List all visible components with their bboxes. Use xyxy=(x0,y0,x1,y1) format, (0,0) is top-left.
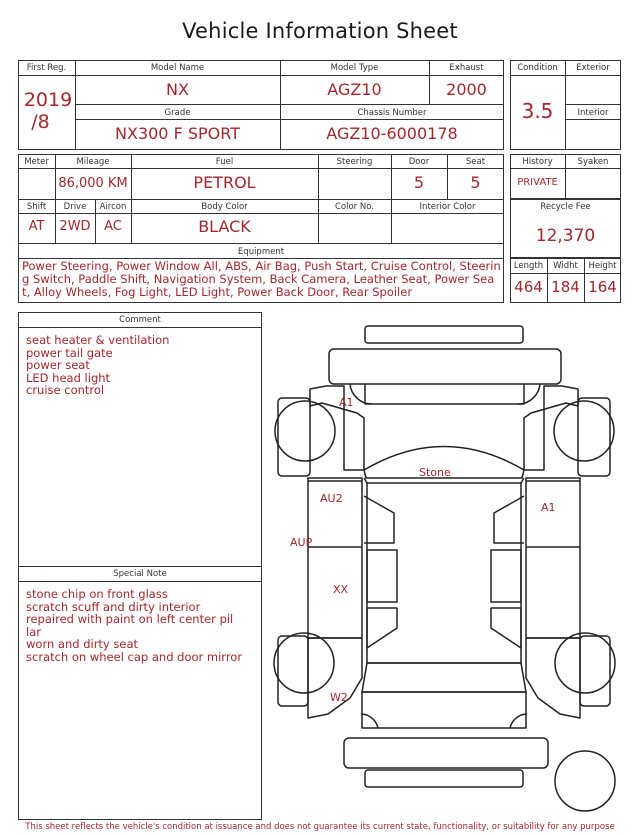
damage-mark-stone: Stone xyxy=(419,466,451,479)
quarter-window-left xyxy=(367,608,397,648)
comment-item: power seat xyxy=(26,358,90,373)
aircon-value: AC xyxy=(104,219,122,234)
hood xyxy=(365,384,524,404)
recycle-fee-label: Recycle Fee xyxy=(540,202,591,212)
syaken-label: Syaken xyxy=(577,157,609,167)
recycle-fee-value: 12,370 xyxy=(535,226,596,246)
mileage-label: Mileage xyxy=(76,157,110,167)
door-window-front-left xyxy=(364,496,394,543)
quarter-window-right xyxy=(491,608,521,648)
damage-mark-a1-right: A1 xyxy=(541,501,556,514)
disclaimer-footer: This sheet reflects the vehicle's condition at issuance and does not guarantee its current state, functionality, or suitability for any purpose xyxy=(25,822,615,832)
exterior-label: Exterior xyxy=(576,63,610,73)
comment-list xyxy=(26,334,256,397)
grade-label: Grade xyxy=(164,108,191,118)
comment-item: cruise control xyxy=(26,383,105,398)
equipment-label: Equipment xyxy=(237,247,285,257)
model-type-value: AGZ10 xyxy=(327,80,382,99)
exhaust-value: 2000 xyxy=(446,80,487,99)
wheel-housing-rear-left xyxy=(278,636,308,706)
spare-wheel xyxy=(555,751,615,811)
length-label: Length xyxy=(513,261,544,271)
length-value: 464 xyxy=(514,278,543,296)
comment-item: LED head light xyxy=(26,370,111,385)
chassis-number-value: AGZ10-6000178 xyxy=(326,124,458,143)
rear-bumper-lower xyxy=(365,770,523,787)
special-note-item: scratch on wheel cap and door mirror xyxy=(26,649,243,664)
special-note-list xyxy=(26,588,256,664)
steering-label: Steering xyxy=(336,157,373,167)
equipment-list: Power Steering, Power Window All, ABS, Air Bag, Push Start, Cruise Control, Steering Switch, Paddle Shift, Navigation System, Back Camera, Leather Seat, Power Seat, Alloy Wheels, Fog Light, LED Light, Power Back Door, Rear Spoiler xyxy=(22,259,501,299)
rear-fender-right xyxy=(526,638,580,718)
grade-value: NX300 F SPORT xyxy=(115,124,240,143)
special-note-item: worn and dirty seat xyxy=(26,637,139,652)
damage-mark-a1-front-left: A1 xyxy=(339,396,354,409)
door-window-rear-left xyxy=(367,550,397,602)
shift-value: AT xyxy=(28,219,45,234)
wheel-housing-front-left xyxy=(278,398,310,476)
special-note-item: stone chip on front glass xyxy=(26,587,168,601)
first-reg-label: First Reg. xyxy=(26,63,67,73)
width-label: Widht xyxy=(553,261,578,271)
damage-mark-xx: XX xyxy=(333,583,349,596)
first-reg-month: /8 xyxy=(31,111,50,133)
body-color-label: Body Color xyxy=(201,202,248,212)
width-value: 184 xyxy=(551,278,580,296)
special-note-item: repaired with paint on left center pil xyxy=(26,612,234,627)
damage-mark-w2: W2 xyxy=(330,691,348,704)
seat-value: 5 xyxy=(470,173,481,192)
body-color-value: BLACK xyxy=(198,217,251,236)
history-value: PRIVATE xyxy=(517,177,558,188)
rear-window xyxy=(362,663,526,692)
model-name-value: NX xyxy=(166,80,189,99)
front-bumper-upper xyxy=(365,326,523,343)
chassis-number-label: Chassis Number xyxy=(357,108,427,118)
rear-fender-left xyxy=(308,638,362,718)
special-note-label: Special Note xyxy=(113,569,167,579)
condition-label: Condition xyxy=(517,63,558,73)
wheel-rear-right xyxy=(555,633,615,693)
seat-label: Seat xyxy=(465,157,486,167)
door-value: 5 xyxy=(413,173,425,192)
comment-item: seat heater & ventilation xyxy=(26,333,170,347)
drive-label: Drive xyxy=(63,202,87,212)
height-label: Height xyxy=(588,261,617,271)
taillight-right xyxy=(510,714,526,728)
wheel-front-left xyxy=(275,401,335,461)
rear-bumper xyxy=(344,738,548,768)
door-label: Door xyxy=(408,157,430,167)
car-damage-diagram xyxy=(264,318,624,820)
shift-label: Shift xyxy=(26,202,47,212)
special-note-item: scratch scuff and dirty interior xyxy=(26,599,201,614)
fuel-label: Fuel xyxy=(215,157,234,167)
headlight-right xyxy=(518,384,540,404)
sheet-title: Vehicle Information Sheet xyxy=(182,19,458,43)
model-name-label: Model Name xyxy=(150,63,205,73)
height-value: 164 xyxy=(588,278,617,296)
fuel-value: PETROL xyxy=(193,173,256,192)
damage-mark-aup: AUP xyxy=(290,536,313,549)
history-label: History xyxy=(522,157,553,167)
damage-mark-au2: AU2 xyxy=(320,492,343,505)
meter-label: Meter xyxy=(24,157,49,167)
wheel-rear-left xyxy=(274,633,334,693)
comment-label: Comment xyxy=(119,315,161,325)
drive-value: 2WD xyxy=(59,219,91,234)
interior-label: Interior xyxy=(577,108,609,118)
color-no-label: Color No. xyxy=(334,202,374,212)
front-bumper xyxy=(329,349,561,384)
comment-item: power tail gate xyxy=(26,345,113,360)
interior-color-label: Interior Color xyxy=(419,202,476,212)
special-note-item: lar xyxy=(26,624,41,639)
model-type-label: Model Type xyxy=(330,63,379,73)
door-window-rear-right xyxy=(491,550,521,602)
first-reg-year: 2019 xyxy=(23,89,73,111)
taillight-left xyxy=(362,714,378,728)
wheel-front-right xyxy=(554,401,614,461)
trunk xyxy=(362,692,526,728)
door-window-front-right xyxy=(494,496,524,543)
wheel-housing-rear-right xyxy=(580,636,610,706)
mileage-value: 86,000 KM xyxy=(58,176,128,191)
exhaust-label: Exhaust xyxy=(449,63,484,73)
condition-value: 3.5 xyxy=(521,99,554,123)
aircon-label: Aircon xyxy=(99,202,127,212)
